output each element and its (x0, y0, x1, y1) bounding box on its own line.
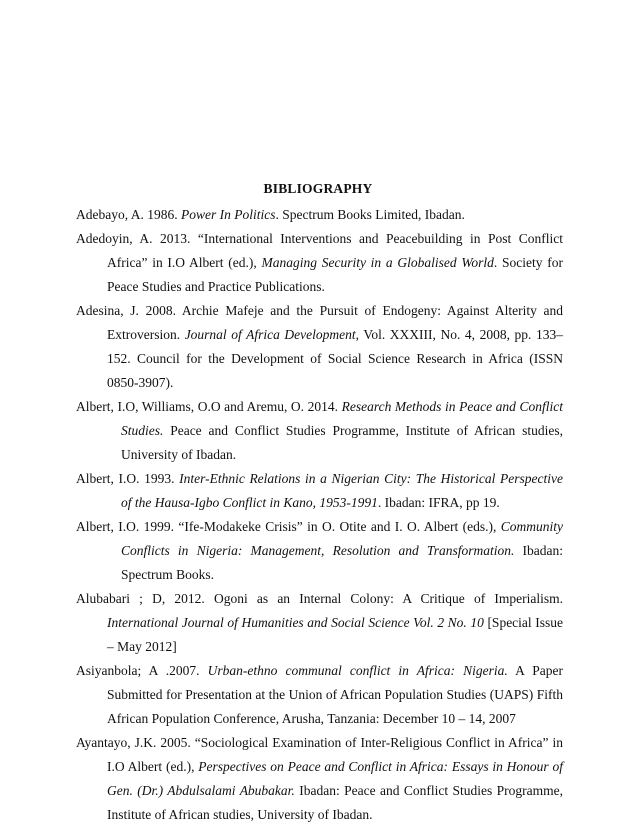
bibliography-entry: Albert, I.O, Williams, O.O and Aremu, O. 2014. Research Methods in Peace and Conflict Studies. Peace and Conflict Studies Programme, Institute of African studies, University of Ibadan. (76, 399, 563, 462)
bibliography-entry: Asiyanbola; A .2007. Urban-ethno communal conflict in Africa: Nigeria. A Paper Submitted for Presentation at the Union of African Population Studies (UAPS) Fifth African Population Conference, Arusha, Tanzania: December 10 – 14, 2007 (76, 663, 564, 726)
bibliography-entry: Adedoyin, A. 2013. “International Interventions and Peacebuilding in Post Conflict Africa” in I.O Albert (ed.), Managing Security in a Globalised World. Society for Peace Studies and Practice Publications. (76, 231, 563, 294)
bibliography-entry: Alubabari ; D, 2012. Ogoni as an Internal Colony: A Critique of Imperialism. International Journal of Humanities and Social Science Vol. 2 No. 10 [Special Issue – May 2012] (76, 591, 563, 654)
bibliography-entry: Albert, I.O. 1999. “Ife-Modakeke Crisis” in O. Otite and I. O. Albert (eds.), Community Conflicts in Nigeria: Management, Resolution and Transformation. Ibadan: Spectrum Books. (76, 519, 564, 582)
bibliography-list (76, 203, 563, 827)
bibliography-entry: Adebayo, A. 1986. Power In Politics. Spectrum Books Limited, Ibadan. (76, 207, 465, 222)
bibliography-entry: Adesina, J. 2008. Archie Mafeje and the Pursuit of Endogeny: Against Alterity and Extroversion. Journal of Africa Development, Vol. XXXIII, No. 4, 2008, pp. 133–152. Council for the Development of Social Science Research in Africa (ISSN 0850-3907). (76, 303, 563, 390)
bibliography-heading (0, 181, 638, 197)
heading-text: BIBLIOGRAPHY (263, 181, 373, 196)
bibliography-entry: Ayantayo, J.K. 2005. “Sociological Examination of Inter-Religious Conflict in Africa” in I.O Albert (ed.), Perspectives on Peace and Conflict in Africa: Essays in Honour of Gen. (Dr.) Abdulsalami Abubakar. Ibadan: Peace and Conflict Studies Programme, Institute of African studies, University of Ibadan. (76, 735, 563, 822)
bibliography-entry: Albert, I.O. 1993. Inter-Ethnic Relations in a Nigerian City: The Historical Perspective of the Hausa-Igbo Conflict in Kano, 1953-1991. Ibadan: IFRA, pp 19. (76, 471, 563, 510)
